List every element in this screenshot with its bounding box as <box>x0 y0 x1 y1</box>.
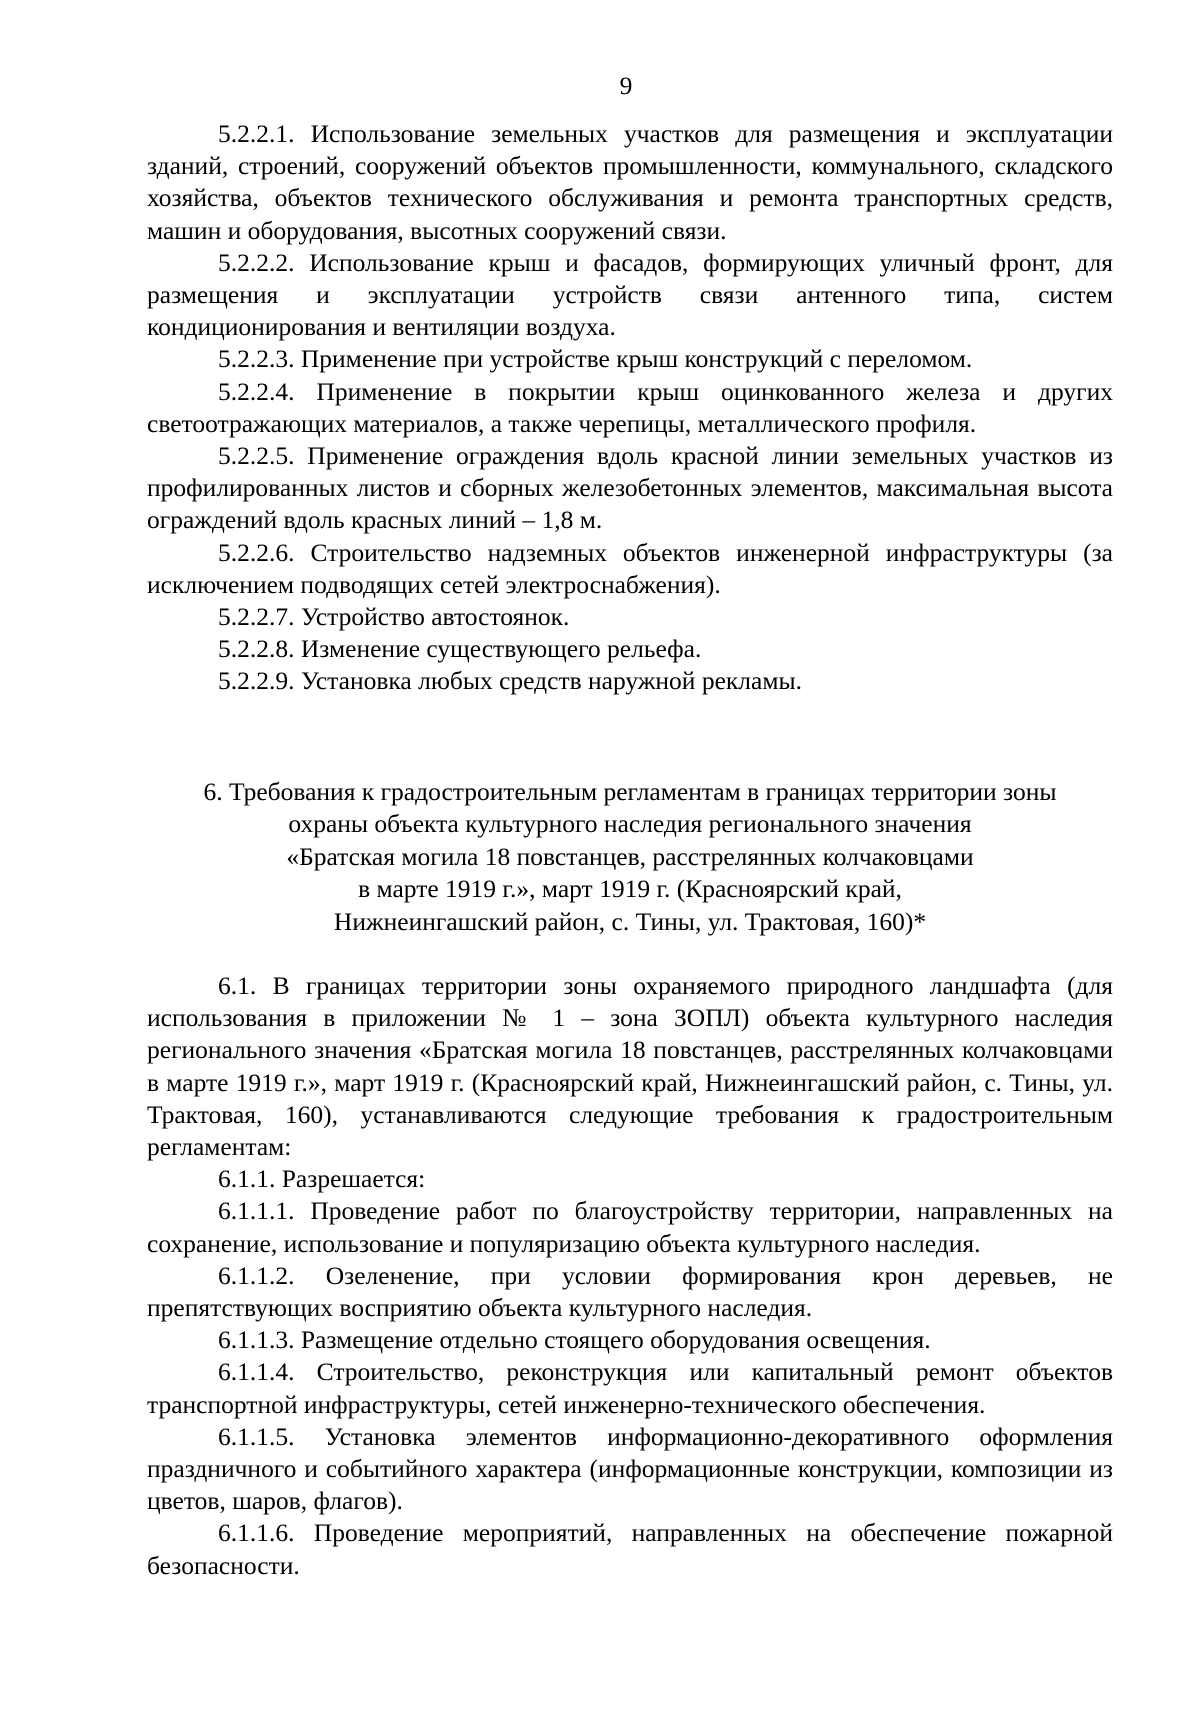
paragraph-6-1: 6.1. В границах территории зоны охраняемого природного ландшафта (для использования в приложении № 1 – зона ЗОПЛ) объекта культурного наследия регионального значения «Братская могила 18 повстанцев, расстрелянных колчаковцами в марте 1919 г.», март 1919 г. (Красноярский край, Нижнеингашский район, с. Тины, ул. Трактовая, 160), устанавливаются следующие требования к градостроительным регламентам: <box>147 971 1113 1162</box>
section-6-text <box>147 970 1113 1582</box>
heading-line: в марте 1919 г.», март 1919 г. (Красноярский край, <box>358 874 902 904</box>
paragraph-5-2-2-3: 5.2.2.3. Применение при устройстве крыш конструкций с переломом. <box>218 344 973 374</box>
paragraph-5-2-2-4: 5.2.2.4. Применение в покрытии крыш оцинкованного железа и других светоотражающих материалов, а также черепицы, металлического профиля. <box>147 376 1113 438</box>
paragraph-5-2-2-8: 5.2.2.8. Изменение существующего рельефа. <box>218 634 702 664</box>
paragraph-6-1-1-5: 6.1.1.5. Установка элементов информационно-декоративного оформления праздничного и событийного характера (информационные конструкции, композиции из цветов, шаров, флагов). <box>147 1421 1113 1516</box>
paragraph-5-2-2-5: 5.2.2.5. Применение ограждения вдоль красной линии земельных участков из профилированных листов и сборных железобетонных элементов, максимальная высота ограждений вдоль красных линий – 1,8 м. <box>147 441 1113 535</box>
paragraph-5-2-2-9: 5.2.2.9. Установка любых средств наружной рекламы. <box>218 666 802 696</box>
section-5-text <box>147 118 1113 698</box>
heading-line: Нижнеингашский район, с. Тины, ул. Трактовая, 160)* <box>333 906 927 936</box>
heading-line: 6. Требования к градостроительным регламентам в границах территории зоны <box>203 777 1057 806</box>
paragraph-6-1-1-1: 6.1.1.1. Проведение работ по благоустройству территории, направленных на сохранение, использование и популяризацию объекта культурного наследия. <box>147 1196 1113 1258</box>
paragraph-6-1-1-4: 6.1.1.4. Строительство, реконструкция или капитальный ремонт объектов транспортной инфраструктуры, сетей инженерно-технического обеспечения. <box>147 1357 1113 1419</box>
paragraph-5-2-2-7: 5.2.2.7. Устройство автостоянок. <box>218 602 570 632</box>
paragraph-5-2-2-2: 5.2.2.2. Использование крыш и фасадов, формирующих уличный фронт, для размещения и эксплуатации устройств связи антенного типа, систем кондиционирования и вентиляции воздуха. <box>147 247 1113 342</box>
paragraph-6-1-1-3: 6.1.1.3. Размещение отдельно стоящего оборудования освещения. <box>218 1325 931 1355</box>
paragraph-6-1-1-2: 6.1.1.2. Озеленение, при условии формирования крон деревьев, не препятствующих восприятию объекта культурного наследия. <box>147 1260 1113 1323</box>
paragraph-6-1-1: 6.1.1. Разрешается: <box>218 1164 426 1194</box>
heading-line: охраны объекта культурного наследия регионального значения <box>288 809 972 839</box>
section-6-heading <box>147 776 1113 938</box>
paragraph-5-2-2-1: 5.2.2.1. Использование земельных участков для размещения и эксплуатации зданий, строений, сооружений объектов промышленности, коммунального, складского хозяйства, объектов технического обслуживания и ремонта транспортных средств, машин и оборудования, высотных сооружений связи. <box>147 119 1113 245</box>
heading-line: «Братская могила 18 повстанцев, расстрелянных колчаковцами <box>286 841 974 871</box>
page-number: 9 <box>619 71 633 100</box>
paragraph-5-2-2-6: 5.2.2.6. Строительство надземных объектов инженерной инфраструктуры (за исключением подводящих сетей электроснабжения). <box>147 537 1113 599</box>
paragraph-6-1-1-6: 6.1.1.6. Проведение мероприятий, направленных на обеспечение пожарной безопасности. <box>147 1518 1113 1580</box>
